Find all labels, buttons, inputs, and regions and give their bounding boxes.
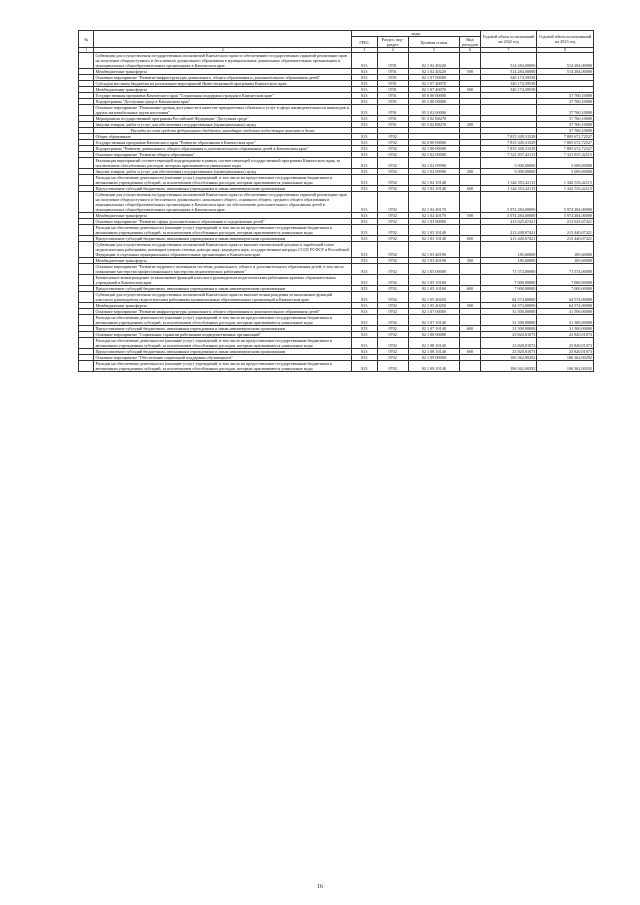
cell-csr: 02 1 02 40220 (408, 69, 460, 75)
cell-sum-2023: 514 284,00000 (537, 69, 594, 75)
cell-csr: 02 1 00 00000 (408, 146, 460, 152)
cell-csr: 02 1 07 00000 (408, 75, 460, 81)
header-name (94, 31, 352, 48)
colnum: 4 (377, 48, 408, 53)
cell-grbs: 813 (351, 175, 377, 186)
cell-csr: 02 1 07 00000 (408, 309, 460, 315)
cell-grbs: 813 (351, 225, 377, 236)
cell-vr: 600 (460, 186, 481, 192)
colnum: 7 (480, 48, 537, 53)
colnum: 1 (79, 48, 94, 53)
table-row (79, 158, 594, 169)
cell-csr: 02 1 05 40250 (408, 292, 460, 303)
cell-razdel: 0702 (377, 286, 408, 292)
cell-razdel: 0701 (377, 53, 408, 69)
cell-csr: 02 1 05 40250 (408, 303, 460, 309)
cell-grbs: 813 (351, 158, 377, 169)
cell-csr: 02 0 00 00000 (408, 140, 460, 146)
cell-razdel: 0702 (377, 169, 408, 175)
cell-sum-2022: 106 362,00292 (480, 361, 537, 372)
cell-vr (460, 292, 481, 303)
cell-razdel: 0702 (377, 303, 408, 309)
cell-sum-2022: 213 440,07421 (480, 236, 537, 242)
cell-csr: 02 1 02 09990 (408, 158, 460, 169)
cell-grbs: 813 (351, 275, 377, 286)
cell-vr (460, 338, 481, 349)
cell-name: Расходы на обеспечение деятельности (оказание услуг) учреждений, в том числе на предоставление государственным бюджетным и автономным учреждениям субсидий, за исключением обособленных расходов, которым присваиваются уникальные коды (94, 225, 352, 236)
cell-grbs: 813 (351, 242, 377, 258)
cell-grbs: 813 (351, 355, 377, 361)
table-row (79, 275, 594, 286)
cell-name: Расходы за счет средств федерального бюджета, выходящие отдельно подлежащие выплате в долях (94, 128, 352, 134)
cell-sum-2023: 7 805 672,72527 (537, 146, 594, 152)
cell-name: Субвенции для осуществления государственных полномочий Камчатского края по выплате вознаграждения за выполнение функций классного руководителя педагогическим работникам муниципальных образовательных организаций в Камчатском крае (94, 292, 352, 303)
cell-no (79, 158, 94, 169)
cell-grbs: 813 (351, 315, 377, 326)
colnum: 5 (408, 48, 460, 53)
cell-name: Субвенции для осуществления государственных полномочий Камчатского края по обеспечению государственных гарантий реализации прав на получение общедоступного и бесплатного дошкольного образования в муниципальных дошкольных образовательных организациях и муниципальных общеобразовательных организациях в Камчатском крае (94, 53, 352, 69)
cell-razdel: 0702 (377, 361, 408, 372)
cell-sum-2023: 7 805 672,72527 (537, 140, 594, 146)
cell-csr: 02 1 08 00000 (408, 332, 460, 338)
cell-sum-2023: 213 625,67421 (537, 219, 594, 225)
cell-csr: 02 1 03 00000 (408, 219, 460, 225)
cell-name: Основное мероприятие "Развитие общего образования" (94, 152, 352, 158)
page-number: 16 (317, 884, 323, 890)
cell-razdel: 0702 (377, 309, 408, 315)
cell-name: Основное мероприятие "Развитие инфраструктуры дошкольного, общего образования и дополнительного образования детей" (94, 309, 352, 315)
cell-grbs: 813 (351, 53, 377, 69)
cell-csr: 02 1 05 00000 (408, 264, 460, 275)
table-row (79, 292, 594, 303)
cell-name: Предоставление субсидий бюджетным, автономным учреждениям и иным некоммерческим организациям (94, 286, 352, 292)
cell-sum-2022: 5 974 284,00000 (480, 213, 537, 219)
cell-grbs: 813 (351, 264, 377, 275)
cell-razdel: 0702 (377, 158, 408, 169)
cell-vr: 600 (460, 286, 481, 292)
cell-vr (460, 264, 481, 275)
cell-sum-2022: 106 362,00292 (480, 355, 537, 361)
cell-csr: 02 1 02 40170 (408, 192, 460, 213)
cell-sum-2023: 64 574,00000 (537, 303, 594, 309)
cell-csr: 02 1 02 00000 (408, 152, 460, 158)
cell-vr: 600 (460, 349, 481, 355)
table-row (79, 315, 594, 326)
cell-sum-2022: 514 284,00000 (480, 53, 537, 69)
cell-sum-2022: 7 815 349,31529 (480, 134, 537, 140)
cell-csr: 02 1 05 10160 (408, 275, 460, 286)
cell-csr: 02 1 02 40220 (408, 53, 460, 69)
cell-razdel: 0701 (377, 99, 408, 105)
cell-grbs: 813 (351, 192, 377, 213)
cell-grbs: 813 (351, 87, 377, 93)
cell-grbs: 813 (351, 292, 377, 303)
cell-grbs: 813 (351, 236, 377, 242)
cell-name: Межбюджетные трансферты (94, 303, 352, 309)
table-row (79, 175, 594, 186)
cell-grbs: 813 (351, 361, 377, 372)
cell-name: Основное мероприятие "Повышение уровня доступности в качестве приоритетных объектов и услуг в сфере жизнедеятельности инвалидов и других маломобильных групп населения" (94, 105, 352, 116)
cell-sum-2022: 7 000,00000 (480, 286, 537, 292)
cell-razdel: 0702 (377, 264, 408, 275)
cell-name: Основное мероприятие "Развитие кадрового потенциала системы дошкольного, общего и дополнительного образования детей, в том числе повышение мастерства профессионального мастерства педагогических работников" (94, 264, 352, 275)
cell-razdel: 0702 (377, 275, 408, 286)
cell-sum-2023: 31 500,00000 (537, 309, 594, 315)
colnum: 2 (94, 48, 352, 53)
cell-name: Основное мероприятие "Развитие сферы дополнительного образования и оздоровления детей" (94, 219, 352, 225)
cell-grbs: 813 (351, 75, 377, 81)
cell-vr (460, 192, 481, 213)
cell-vr (460, 53, 481, 69)
cell-razdel: 0702 (377, 236, 408, 242)
cell-sum-2022: 213 625,67421 (480, 219, 537, 225)
cell-csr: 02 1 03 10140 (408, 225, 460, 236)
cell-sum-2023: 64 574,00000 (537, 292, 594, 303)
cell-no (79, 315, 94, 326)
table-row (79, 338, 594, 349)
cell-razdel: 0702 (377, 242, 408, 258)
table-body (79, 53, 594, 372)
cell-name: Предоставление субсидий бюджетным, автономным учреждениям и иным некоммерческим организациям (94, 186, 352, 192)
cell-name: Субвенции для осуществления государственных полномочий Камчатского края по выплате ежемесячной доплаты к заработной плате педагогическим работникам, имеющим ученую степень доктора наук, кандидата наук, государственные награды СССР, РСФСР и Российской Федерации, в отдельных муниципальных образовательных организациях в Камчатском крае (94, 242, 352, 258)
table-row (79, 361, 594, 372)
cell-sum-2022: 64 574,00000 (480, 292, 537, 303)
cell-grbs: 813 (351, 258, 377, 264)
cell-vr: 600 (460, 326, 481, 332)
cell-razdel: 0701 (377, 116, 408, 122)
cell-sum-2022: 7 815 349,31529 (480, 140, 537, 146)
cell-name: Межбюджетные трансферты (94, 69, 352, 75)
cell-sum-2022 (480, 105, 537, 116)
cell-no (79, 242, 94, 258)
cell-razdel: 0701 (377, 87, 408, 93)
cell-no (79, 105, 94, 116)
cell-razdel: 0702 (377, 332, 408, 338)
cell-no (79, 53, 94, 69)
cell-sum-2023: 5 974 284,00000 (537, 213, 594, 219)
cell-vr: 200 (460, 122, 481, 128)
cell-sum-2023: 5 000,00000 (537, 169, 594, 175)
cell-sum-2022: 5 000,00000 (480, 169, 537, 175)
cell-razdel: 0702 (377, 192, 408, 213)
cell-sum-2023: 7 000,00000 (537, 275, 594, 286)
header-no: № (79, 31, 94, 48)
cell-razdel: 0702 (377, 152, 408, 158)
cell-grbs: 813 (351, 349, 377, 355)
budget-table (78, 30, 594, 372)
cell-sum-2023: 37 760,10000 (537, 116, 594, 122)
cell-razdel: 0701 (377, 69, 408, 75)
cell-sum-2022: 5 974 284,00000 (480, 192, 537, 213)
cell-csr: 02 1 02 10140 (408, 186, 460, 192)
cell-sum-2022: 185,60000 (480, 258, 537, 264)
cell-sum-2023: 213 440,07421 (537, 236, 594, 242)
cell-csr: 02 1 02 40170 (408, 213, 460, 219)
cell-name: Подпрограмма "Развитие дошкольного, общего образования и дополнительного образования детей в Камчатском крае" (94, 146, 352, 152)
cell-csr: 02 1 07 10140 (408, 315, 460, 326)
cell-sum-2023: 1 342 553,42115 (537, 175, 594, 186)
cell-razdel: 0702 (377, 355, 408, 361)
table-row (79, 192, 594, 213)
cell-sum-2022: 320 174,39558 (480, 81, 537, 87)
cell-csr: 02 1 03 40190 (408, 258, 460, 264)
cell-vr (460, 315, 481, 326)
cell-no (79, 361, 94, 372)
cell-grbs: 813 (351, 219, 377, 225)
cell-grbs: 813 (351, 93, 377, 99)
cell-grbs: 813 (351, 69, 377, 75)
cell-vr (460, 242, 481, 258)
cell-vr (460, 275, 481, 286)
cell-name: Основное мероприятие "Развитие инфраструктуры дошкольного, общего образования и дополнительного образования детей" (94, 75, 352, 81)
cell-sum-2022: 23 820,01073 (480, 349, 537, 355)
cell-grbs: 813 (351, 326, 377, 332)
cell-name: Основное мероприятие "Обеспечение социальной поддержки обучающихся" (94, 355, 352, 361)
cell-sum-2022: 7 000,00000 (480, 275, 537, 286)
cell-name: Расходы на обеспечение деятельности (оказание услуг) учреждений, в том числе на предоставление государственным бюджетным и автономным учреждениям субсидий, за исключением обособленных расходов, которым присваиваются уникальные коды (94, 175, 352, 186)
cell-name: Межбюджетные трансферты (94, 258, 352, 264)
cell-no (79, 292, 94, 303)
cell-sum-2023: 23 820,01073 (537, 332, 594, 338)
cell-razdel: 0702 (377, 219, 408, 225)
header-sum-2023: Годовой объем ассигнований на 2023 год (537, 31, 594, 48)
cell-grbs: 813 (351, 116, 377, 122)
cell-grbs: 813 (351, 169, 377, 175)
cell-razdel: 0702 (377, 225, 408, 236)
cell-razdel: 0702 (377, 258, 408, 264)
cell-sum-2022: 64 574,00000 (480, 303, 537, 309)
cell-sum-2023: 106 362,00292 (537, 355, 594, 361)
cell-sum-2023: 185,60000 (537, 242, 594, 258)
cell-name: Основное мероприятие "Социальные гарантии работникам подведомственных организаций" (94, 332, 352, 338)
cell-sum-2023: 1 342 553,42115 (537, 186, 594, 192)
cell-name: Предоставление субсидий бюджетным, автономным учреждениям и иным некоммерческим организациям (94, 236, 352, 242)
table-row (79, 242, 594, 258)
cell-vr: 500 (460, 87, 481, 93)
colnum: 6 (460, 48, 481, 53)
cell-grbs: 813 (351, 140, 377, 146)
cell-no (79, 175, 94, 186)
table-row (79, 105, 594, 116)
cell-sum-2023: 37 760,10000 (537, 122, 594, 128)
cell-vr (460, 361, 481, 372)
cell-sum-2022: 7 815 349,31529 (480, 146, 537, 152)
cell-grbs: 813 (351, 99, 377, 105)
cell-sum-2023: 37 760,10000 (537, 93, 594, 99)
cell-grbs: 813 (351, 309, 377, 315)
cell-no (79, 264, 94, 275)
cell-vr (460, 158, 481, 169)
cell-no (79, 192, 94, 213)
cell-razdel: 0701 (377, 81, 408, 87)
cell-sum-2022: 514 284,00000 (480, 69, 537, 75)
cell-grbs: 813 (351, 152, 377, 158)
cell-sum-2022: 1 342 553,42115 (480, 186, 537, 192)
cell-sum-2022: 23 820,01073 (480, 338, 537, 349)
cell-vr: 500 (460, 303, 481, 309)
cell-razdel: 0702 (377, 140, 408, 146)
cell-sum-2023: 5 974 284,00000 (537, 192, 594, 213)
cell-name: Предоставление субсидий бюджетным, автономным учреждениям и иным некоммерческим организациям (94, 326, 352, 332)
cell-no (79, 225, 94, 236)
cell-name: Межбюджетные трансферты (94, 87, 352, 93)
cell-razdel: 0701 (377, 122, 408, 128)
cell-sum-2022: 213 440,07421 (480, 225, 537, 236)
cell-grbs: 813 (351, 303, 377, 309)
cell-sum-2023: 5 000,00000 (537, 158, 594, 169)
cell-csr: 02 1 02 09990 (408, 169, 460, 175)
table-header (79, 31, 594, 53)
cell-csr: 05 3 02 00000 (408, 105, 460, 116)
cell-sum-2023: 23 820,01073 (537, 349, 594, 355)
cell-csr: 02 1 03 40190 (408, 242, 460, 258)
colnum: 8 (537, 48, 594, 53)
cell-vr: 500 (460, 258, 481, 264)
cell-name: Закупка товаров, работ и услуг для обеспечения государственных (муниципальных) нужд (94, 122, 352, 128)
cell-sum-2022: 31 500,00000 (480, 326, 537, 332)
cell-razdel: 0701 (377, 105, 408, 116)
cell-csr: 02 1 07 40070 (408, 87, 460, 93)
cell-razdel: 0702 (377, 315, 408, 326)
cell-sum-2023: 71 574,00000 (537, 264, 594, 275)
colnum: 3 (351, 48, 377, 53)
cell-sum-2023: 7 000,00000 (537, 286, 594, 292)
cell-name: Расходы на обеспечение деятельности (оказание услуг) учреждений, в том числе на предоставление государственным бюджетным и автономным учреждениям субсидий, за исключением обособленных расходов, которым присваиваются уникальные коды (94, 315, 352, 326)
cell-name: Ежемесячное вознаграждение за выполнение функций классного руководителя педагогическим работникам краевых образовательных учреждений в Камчатском крае (94, 275, 352, 286)
cell-csr: 02 1 08 10140 (408, 338, 460, 349)
cell-sum-2023: 31 500,00000 (537, 315, 594, 326)
cell-sum-2023: 37 760,10000 (537, 128, 594, 134)
header-csr: Целевая статья (408, 37, 460, 48)
cell-razdel: 0702 (377, 146, 408, 152)
cell-csr: 05 3 00 00000 (408, 99, 460, 105)
cell-razdel: 0702 (377, 186, 408, 192)
cell-grbs: 813 (351, 105, 377, 116)
cell-csr: 02 1 08 10140 (408, 349, 460, 355)
cell-name: Государственная программа Камчатского края "Социальная поддержка граждан в Камчатском крае" (94, 93, 352, 99)
cell-name: Общее образование (94, 134, 352, 140)
cell-sum-2023: 185,60000 (537, 258, 594, 264)
cell-vr (460, 225, 481, 236)
cell-sum-2022: 71 574,00000 (480, 264, 537, 275)
cell-name: Закупка товаров, работ и услуг для обеспечения государственных (муниципальных) нужд (94, 169, 352, 175)
table-row (79, 225, 594, 236)
cell-razdel: 0702 (377, 213, 408, 219)
cell-csr: 05 3 02 R0270 (408, 122, 460, 128)
cell-razdel: 0702 (377, 134, 408, 140)
cell-name: Субсидия местным бюджетам на реализацию мероприятий Инвестиционной программы Камчатского края (94, 81, 352, 87)
cell-grbs: 813 (351, 338, 377, 349)
cell-no (79, 338, 94, 349)
cell-name: Субвенции для осуществления государственных полномочий Камчатского края по обеспечению государственных гарантий реализации прав на получение общедоступного и бесплатного дошкольного, начального общего, основного общего, среднего общего образования в муниципальных общеобразовательных организациях в Камчатском крае, по обеспечению дополнительного образования детей в муниципальных общеобразовательных организациях в Камчатском крае (94, 192, 352, 213)
cell-csr: 05 3 02 R0270 (408, 116, 460, 122)
cell-csr: 02 1 07 40070 (408, 81, 460, 87)
header-razdel: Раздел, под-раздел (377, 37, 408, 48)
cell-sum-2022: 5 000,00000 (480, 158, 537, 169)
cell-razdel: 0701 (377, 93, 408, 99)
header-sum-2022: Годовой объем ассигнований на 2022 год (480, 31, 537, 48)
cell-grbs: 813 (351, 146, 377, 152)
cell-grbs: 813 (351, 81, 377, 87)
cell-sum-2023: 23 820,01073 (537, 338, 594, 349)
cell-csr: 02 1 09 10140 (408, 361, 460, 372)
cell-no (79, 275, 94, 286)
cell-razdel: 0702 (377, 349, 408, 355)
cell-sum-2022: 320 174,39558 (480, 75, 537, 81)
cell-grbs: 813 (351, 286, 377, 292)
cell-sum-2023: 514 284,00000 (537, 53, 594, 69)
cell-sum-2022: 31 500,00000 (480, 315, 537, 326)
cell-sum-2022: 185,60000 (480, 242, 537, 258)
cell-vr: 500 (460, 69, 481, 75)
cell-grbs: 813 (351, 213, 377, 219)
header-codes: коды (351, 31, 480, 37)
cell-razdel: 0702 (377, 292, 408, 303)
cell-sum-2022: 1 342 553,42115 (480, 175, 537, 186)
cell-vr (460, 105, 481, 116)
cell-razdel: 0701 (377, 75, 408, 81)
cell-sum-2023: 37 760,10000 (537, 99, 594, 105)
cell-vr: 200 (460, 169, 481, 175)
cell-sum-2023: 213 440,07421 (537, 225, 594, 236)
cell-razdel: 0702 (377, 175, 408, 186)
cell-grbs: 813 (351, 134, 377, 140)
cell-razdel: 0702 (377, 338, 408, 349)
cell-sum-2023: 106 362,00292 (537, 361, 594, 372)
cell-csr: 02 1 05 10160 (408, 286, 460, 292)
cell-vr: 500 (460, 213, 481, 219)
cell-grbs: 813 (351, 122, 377, 128)
header-grbs: ГРБС (351, 37, 377, 48)
cell-name: Мероприятия государственной программы Российской Федерации "Доступная среда" (94, 116, 352, 122)
cell-grbs: 813 (351, 332, 377, 338)
cell-csr: 05 0 00 00000 (408, 93, 460, 99)
cell-name: Расходы на обеспечение деятельности (оказание услуг) учреждений, в том числе на предоставление государственным бюджетным и автономным учреждениям субсидий, за исключением обособленных расходов, которым присваиваются уникальные коды (94, 361, 352, 372)
cell-name: Государственная программа Камчатского края "Развитие образования в Камчатском крае" (94, 140, 352, 146)
cell-csr: 02 1 09 00000 (408, 355, 460, 361)
cell-csr: 02 1 07 10140 (408, 326, 460, 332)
table-row (79, 264, 594, 275)
cell-sum-2023: 7 321 837,42115 (537, 152, 594, 158)
cell-name: Предоставление субсидий бюджетным, автономным учреждениям и иным некоммерческим организациям (94, 349, 352, 355)
cell-sum-2023: 31 500,00000 (537, 326, 594, 332)
cell-name: Подпрограмма "Доступная среда в Камчатском крае" (94, 99, 352, 105)
header-vr: Вид расходов (460, 37, 481, 48)
cell-razdel: 0702 (377, 326, 408, 332)
cell-sum-2023: 7 805 672,72527 (537, 134, 594, 140)
cell-sum-2022: 31 500,00000 (480, 309, 537, 315)
cell-sum-2022: 320 174,39558 (480, 87, 537, 93)
cell-sum-2022: 7 321 837,42115 (480, 152, 537, 158)
cell-csr: 02 1 02 10140 (408, 175, 460, 186)
cell-grbs: 813 (351, 186, 377, 192)
cell-name: Межбюджетные трансферты (94, 213, 352, 219)
cell-name: Расходы на обеспечение деятельности (оказание услуг) учреждений, в том числе на предоставление государственным бюджетным и автономным учреждениям субсидий, за исключением обособленных расходов, которым присваиваются уникальные коды (94, 338, 352, 349)
cell-csr: 02 1 03 10140 (408, 236, 460, 242)
table-row (79, 53, 594, 69)
cell-name: Реализация мероприятий соответствующей подпрограммы в рамках соответствующей государственной программы Камчатского края, за исключением обособленных расходов, которым присваиваются уникальные коды (94, 158, 352, 169)
cell-sum-2023: 37 760,10000 (537, 105, 594, 116)
cell-sum-2022: 23 820,01073 (480, 332, 537, 338)
cell-vr (460, 175, 481, 186)
cell-vr: 600 (460, 236, 481, 242)
